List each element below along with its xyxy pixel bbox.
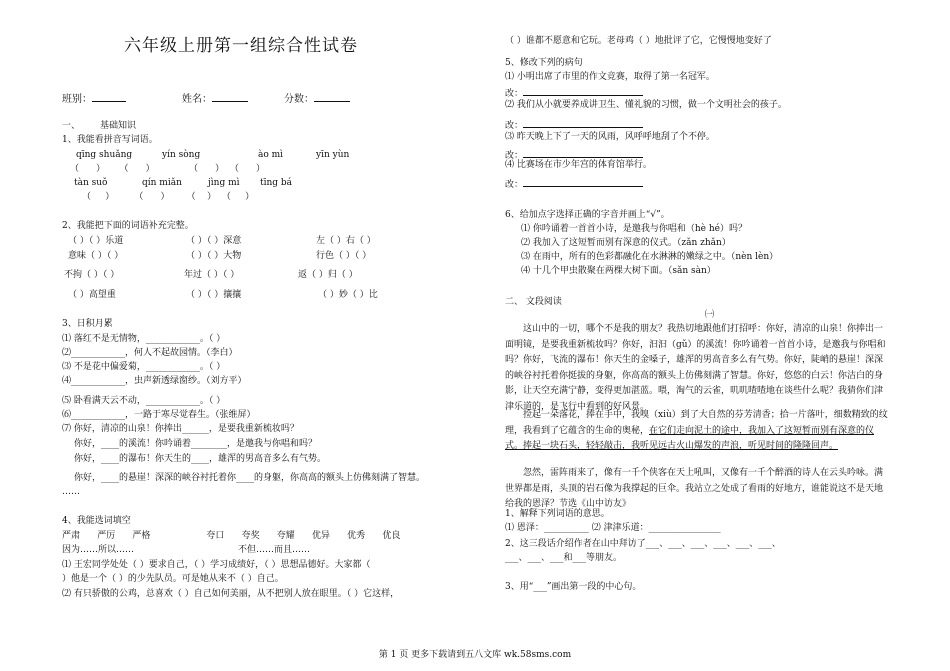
pinyin: tīng bá bbox=[260, 178, 293, 188]
fill-item: 返（ ）归（ ） bbox=[298, 270, 358, 280]
fill-item: （ ）（ ）乐道 bbox=[68, 236, 124, 246]
fill-item: 左（ ）右（ ） bbox=[316, 236, 376, 246]
q3-7-line: 你好，____的溪流！你吟诵着________，是邀我与你唱和吗？ bbox=[74, 439, 318, 449]
answer-brackets: （ ） （ ） （ ） （ ） bbox=[82, 192, 255, 202]
fill-item: （ ）（ ）大物 bbox=[186, 251, 242, 261]
q6-item: ⑴ 你吟诵着一首首小诗，是邀我与你唱和（hè hé）吗？ bbox=[521, 224, 747, 234]
q5-item: ⑴ 小明出席了市里的作文竞赛，取得了第一名冠军。 bbox=[505, 72, 715, 82]
correction-line: 改： bbox=[505, 148, 643, 162]
idiom-line: ⑹____________，一路于寒尽觉春生。（张维屏） bbox=[62, 410, 256, 420]
reading-q2-cont: ___、___、___和___等朋友。 bbox=[505, 553, 623, 563]
idiom-line: ⑸ 卧看满天云不动，____________。（ ） bbox=[62, 396, 226, 406]
q3-7-line: 你好，____的瀑布！你天生的____，雄浑的男高音多么有气势。 bbox=[74, 454, 327, 464]
reading-q2: 2、这三段话介绍作者在山中拜访了___、___、___、___、___、___、 bbox=[505, 539, 781, 549]
pinyin: qín miǎn bbox=[142, 178, 182, 188]
fill-item: 行色（ ）（ ） bbox=[316, 251, 372, 261]
reading-q1: 1、解释下列词语的意思。 bbox=[505, 509, 610, 519]
reading-q1-items: ⑴ 恩泽：__________ ⑵ 津津乐道：________________ bbox=[505, 523, 721, 533]
reading-q3: 3、用“___”画出第一段的中心句。 bbox=[505, 582, 642, 592]
fill-item: 年过（ ）（ ） bbox=[184, 270, 240, 280]
ellipsis: …… bbox=[62, 487, 80, 497]
correction-line: 改： bbox=[505, 86, 643, 100]
name-field: 姓名： bbox=[182, 92, 248, 106]
idiom-line: ⑴ 落红不是无情物，____________。（ ） bbox=[62, 334, 226, 344]
answer-brackets: （ ） （ ） （ ） （ ） bbox=[70, 164, 266, 174]
score-field: 分数： bbox=[284, 92, 350, 106]
q2-heading: 2、我能把下面的词语补充完整。 bbox=[62, 221, 194, 231]
pinyin: yīn yùn bbox=[316, 150, 350, 160]
passage-paragraph-1: 这山中的一切，哪个不是我的朋友？我热切地跟他们打招呼：你好，清凉的山泉！你捧出一面明镜，是要我重新梳妆吗？你好，汩汩（gǔ）的溪流！你吟诵着一首首小诗，是邀我与你唱和吗？你好，飞流的瀑布！你天生的金嗓子，雄浑的男高音多么有气势。你好，陡峭的悬崖！深深的峡谷衬托着你挺拔的身躯，你高高的额头上仿佛刻满了智慧。你好，悠悠的白云！你洁白的身影，让天空充满宁静，变得更加湛蓝。喂，淘气的云雀，叽叽喳喳地在谈些什么呢？我猜你们津津乐道的，是飞行中看到的好风景。 bbox=[505, 324, 886, 412]
idiom-line: ⑷____________，虫声新透绿窗纱。（刘方平） bbox=[62, 376, 247, 386]
conjunction-choice: 不但……而且…… bbox=[238, 545, 311, 555]
class-field: 班别： bbox=[62, 92, 126, 106]
correction-line: 改： bbox=[505, 118, 643, 132]
q5-heading: 5、修改下列的病句 bbox=[505, 58, 583, 68]
section1-number: 一、 bbox=[62, 121, 81, 131]
section1-heading: 基础知识 bbox=[100, 121, 137, 131]
passage-paragraph-2: 捡起一朵落花，捧在手中，我嗅（xiù）到了大自然的芬芳清香；拾一片落叶，细数精致的纹理，我看到了它蕴含的生命的奥秘，在它们走向泥土的途中，我加入了这短暂而别有深意的仪式。捧起一块石头，轻轻敲击，我听见远古火山爆发的声浪，听见时间的隆隆回声。 bbox=[505, 410, 888, 451]
pinyin: tàn suǒ bbox=[74, 178, 108, 188]
q5-item: ⑵ 我们从小就要养成讲卫生、懂礼貌的习惯，做一个文明社会的孩子。 bbox=[505, 100, 787, 110]
page-footer: 第 1 页 更多下载请到五八文库 wk.58sms.com bbox=[378, 650, 572, 660]
q3-heading: 3、日积月累 bbox=[62, 319, 113, 329]
q5-item: ⑶ 昨天晚上下了一天的风雨，风呼呼地刮了个不停。 bbox=[505, 132, 715, 142]
conjunction-choice: 因为……所以…… bbox=[62, 545, 135, 555]
pinyin: yín sòng bbox=[162, 150, 201, 160]
q3-7-line: ⑺ 你好，清凉的山泉！你捧出______，是要我重新梳妆吗？ bbox=[62, 424, 299, 434]
fill-item: （ ）（ ）深意 bbox=[186, 236, 242, 246]
q4-heading: 4、我能选词填空 bbox=[62, 516, 131, 526]
fill-item: （ ）高望重 bbox=[68, 290, 116, 300]
pinyin: jìng mì bbox=[208, 178, 240, 188]
q1-heading: 1、我能看拼音写词语。 bbox=[62, 135, 158, 145]
q4-2-continuation: （ ）谁都不愿意和它玩。老母鸡（ ）地批评了它，它慢慢地变好了 bbox=[505, 36, 772, 46]
idiom-line: ⑵____________，何人不起故园情。（李白） bbox=[62, 348, 238, 358]
fill-item: （ ）妙（ ）比 bbox=[318, 290, 378, 300]
q6-item: ⑶ 在雨中，所有的色彩都融化在水淋淋的嫩绿之中。（nèn lèn） bbox=[521, 252, 779, 262]
fill-item: 不拘（ ）（ ） bbox=[64, 270, 120, 280]
q6-item: ⑷ 十几个甲虫散聚在两棵大树下面。（sǎn sàn） bbox=[521, 266, 716, 276]
section2-heading: 二、 文段阅读 bbox=[505, 297, 562, 307]
idiom-line: ⑶ 不是花中偏爱菊，____________。（ ） bbox=[62, 362, 226, 372]
pinyin: ào mì bbox=[258, 150, 284, 160]
fill-item: （ ）（ ）攘攘 bbox=[186, 290, 242, 300]
passage-number: ㈠ bbox=[705, 310, 715, 320]
q5-item: ⑷ 比赛场在市少年宫的体育馆举行。 bbox=[505, 160, 652, 170]
q4-1-line: ）他是一个（ ）的少先队员。可是她从来不（ ）自己。 bbox=[62, 574, 284, 584]
q6-heading: 6、给加点字选择正确的字音并画上“√”。 bbox=[505, 210, 670, 220]
q4-1-line: ⑴ 王宏同学处处（ ）要求自己，（ ）学习成绩好，（ ）思想品德好。大家都（ bbox=[62, 560, 371, 570]
pinyin: qīng shuǎng bbox=[76, 150, 133, 160]
q6-item: ⑵ 我加入了这短暂而别有深意的仪式。（zǎn zhǎn） bbox=[521, 238, 731, 248]
q3-7-line: 你好，____的悬崖！深深的峡谷衬托着你____的身躯，你高高的额头上仿佛刻满了智慧。 bbox=[74, 473, 426, 483]
passage-paragraph-3: 忽然，雷阵雨来了，像有一千个侠客在天上吼叫，又像有一千个醉酒的诗人在云头吟咏。满世界都是雨，头顶的岩石像为我撑起的巨伞。我站立之处成了看雨的好地方，谁能说这不是天地给我的恩泽？节选《山中访友》 bbox=[505, 468, 884, 509]
q4-2-line: ⑵ 有只骄傲的公鸡，总喜欢（ ）自己如何美丽，从不把别人放在眼里。（ ）它这样， bbox=[62, 589, 400, 599]
page-title: 六年级上册第一组综合性试卷 bbox=[124, 36, 358, 56]
word-choices: 严肃 严厉 严格 夸口 夸奖 夸耀 优异 优秀 优良 bbox=[62, 531, 401, 541]
correction-line: 改： bbox=[505, 177, 643, 191]
fill-item: 意味（ ）（ ） bbox=[68, 251, 124, 261]
